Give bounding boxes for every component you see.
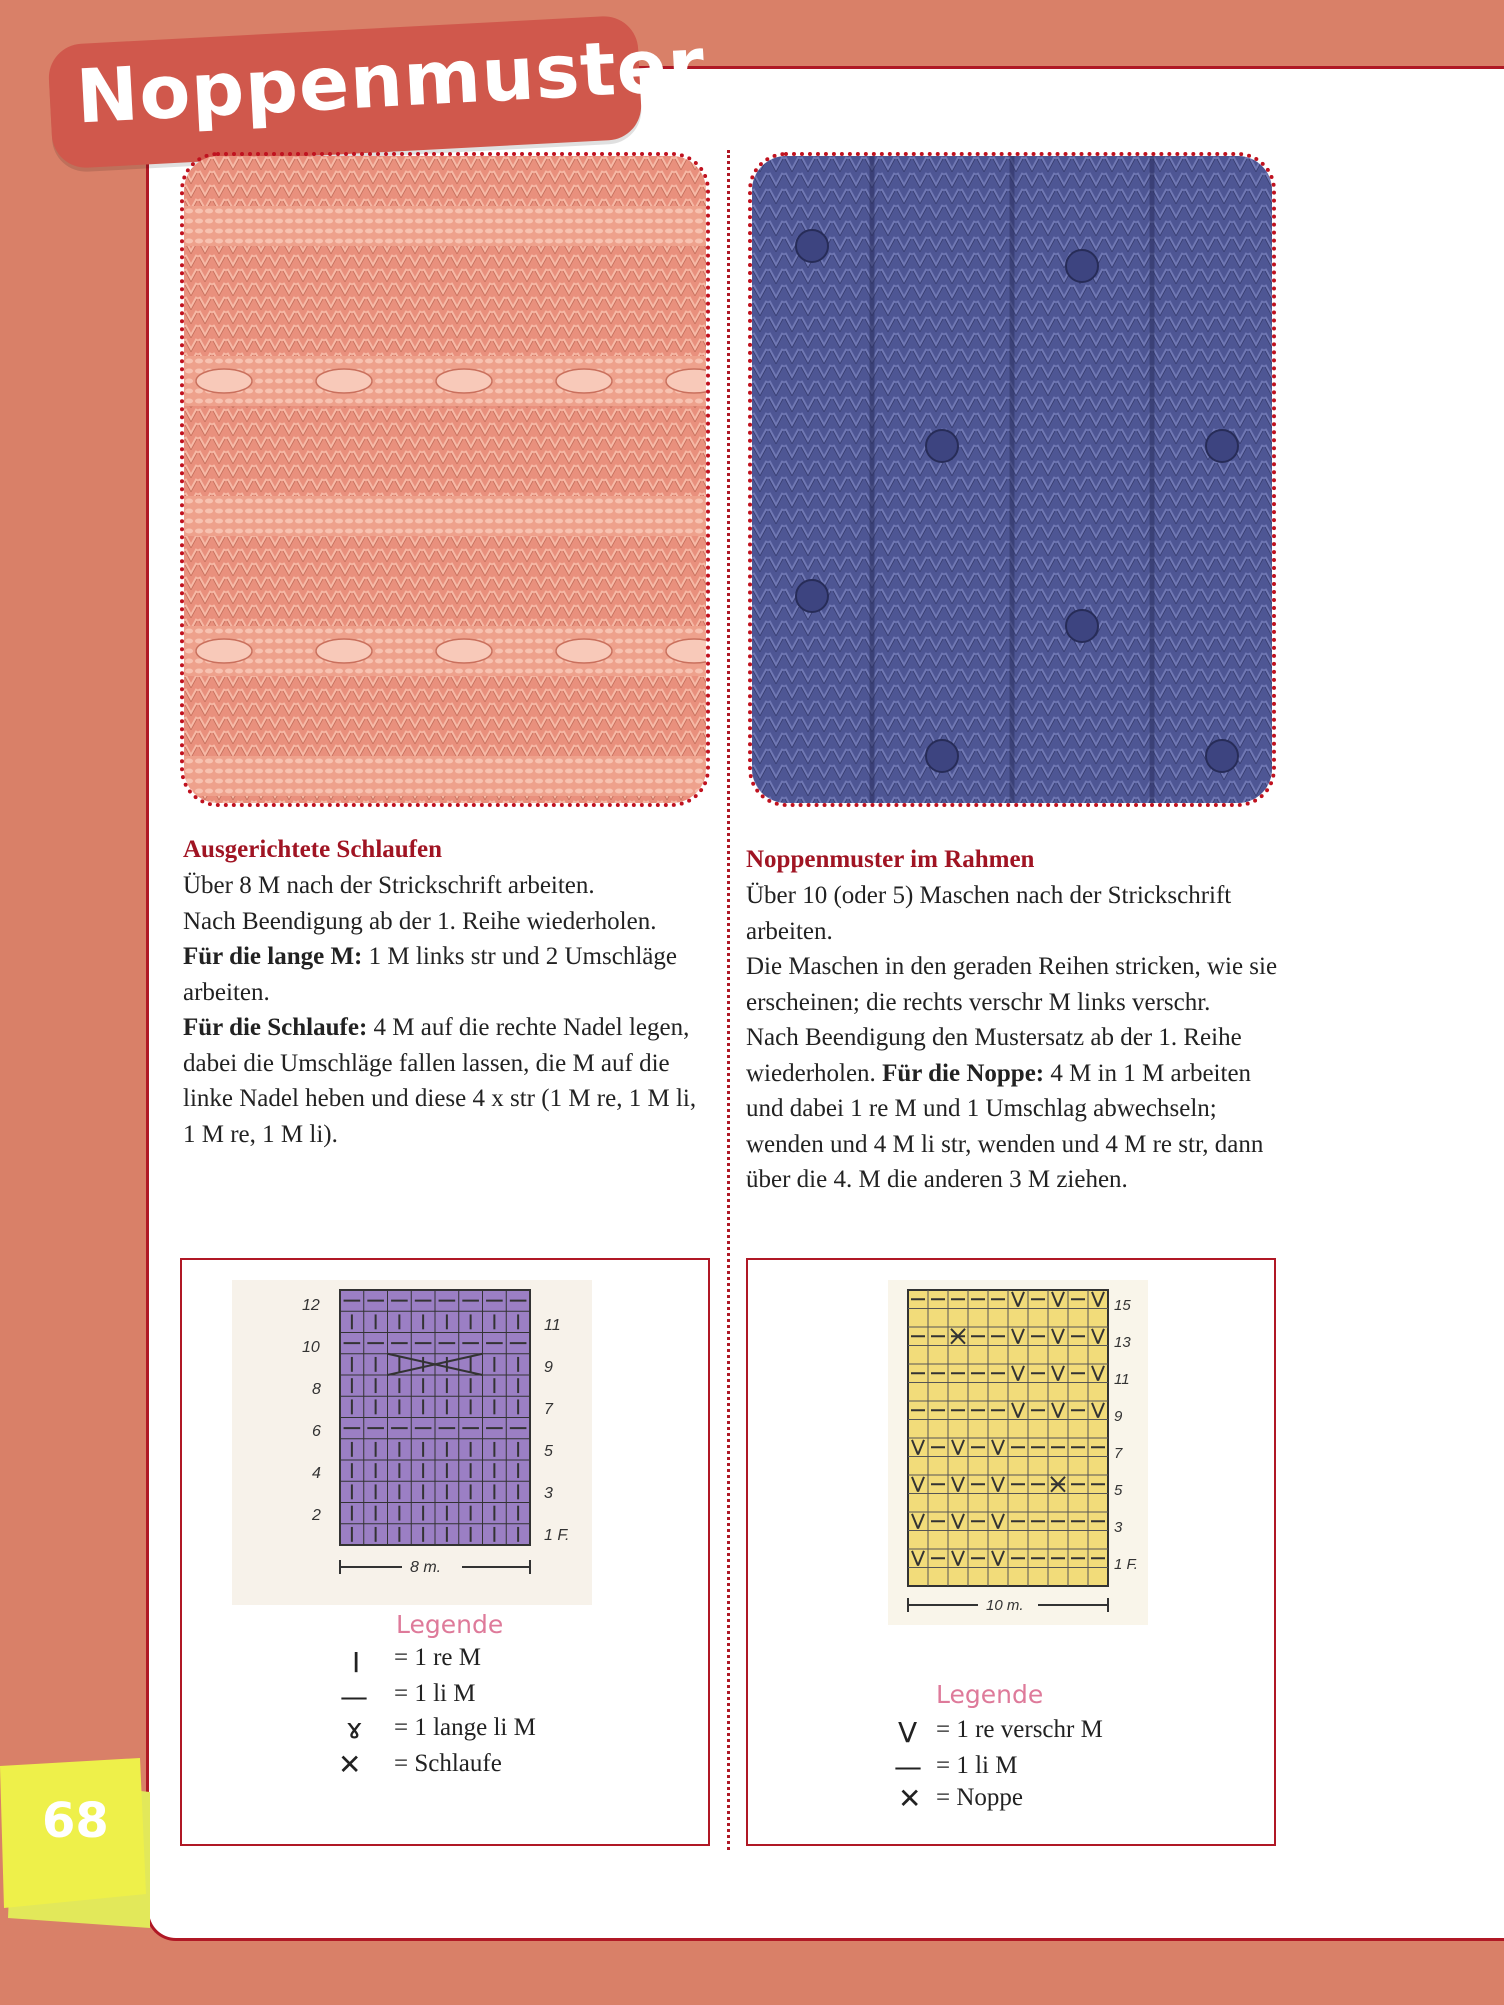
- right-bold-bobble: Für die Noppe:: [882, 1059, 1045, 1087]
- legend-item-label: = 1 li M: [394, 1680, 476, 1707]
- right-text-bobble: 4 M in 1 M arbeiten und dabei 1 re M und 1 Umschlag abwechseln; wenden und 4 M li str, wenden und 4 M re str, dann über die 4. M die anderen 3 M ziehen.: [746, 1059, 1264, 1193]
- right-line-2: Die Maschen in den geraden Reihen stricken, wie sie erscheinen; die rechts verschr M links verschr.: [746, 953, 1278, 1016]
- page-title: Noppenmuster: [74, 21, 708, 141]
- knit-stitch-icon: I: [352, 1646, 361, 1679]
- legend-item-label: = 1 re verschr M: [936, 1716, 1103, 1743]
- right-row-label: 11: [1114, 1371, 1130, 1388]
- right-row-label: 9: [1114, 1408, 1123, 1425]
- column-divider: [727, 150, 730, 1850]
- left-row-label: 10: [302, 1339, 320, 1356]
- left-row-label: 4: [312, 1465, 321, 1482]
- left-row-label: 8: [312, 1381, 321, 1398]
- loop-icon: ✕: [338, 1748, 362, 1781]
- left-text-long-stitch: 1 M links str und 2 Umschläge arbeiten.: [183, 943, 677, 1006]
- right-heading: Noppenmuster im Rahmen: [746, 846, 1035, 873]
- right-row-label: 7: [1114, 1445, 1123, 1462]
- right-row-label: 15: [1114, 1297, 1131, 1314]
- right-row-label: 1 F.: [1114, 1556, 1138, 1573]
- legend-item-label: = Noppe: [936, 1784, 1023, 1811]
- bobble-icon: ✕: [898, 1782, 922, 1815]
- knit-swatch-left: [180, 152, 710, 807]
- left-instructions: [183, 868, 703, 1152]
- chart-width-label: 8 m.: [410, 1559, 442, 1576]
- right-row-label: 5: [544, 1443, 553, 1460]
- right-row-label: 5: [1114, 1482, 1123, 1499]
- right-text-repeat: Nach Beendigung den Mustersatz ab der 1. Reihe wiederholen.: [746, 1024, 1242, 1087]
- left-heading: Ausgerichtete Schlaufen: [183, 836, 442, 863]
- left-row-label: 6: [312, 1423, 321, 1440]
- right-stitch-chart: [888, 1280, 1148, 1625]
- long-purl-stitch-icon: ɤ: [346, 1712, 363, 1745]
- legend-item-label: = Schlaufe: [394, 1750, 502, 1777]
- left-chart-box: [180, 1258, 710, 1846]
- left-line-1: Über 8 M nach der Strickschrift arbeiten.: [183, 872, 595, 899]
- purl-stitch-icon: —: [340, 1680, 368, 1713]
- legend-item-label: = 1 lange li M: [394, 1714, 536, 1741]
- right-legend-title: Legende: [936, 1680, 1044, 1709]
- left-row-label: 12: [302, 1297, 320, 1314]
- right-chart-box: [746, 1258, 1276, 1846]
- right-row-label: 13: [1114, 1334, 1131, 1351]
- legend-item-label: = 1 re M: [394, 1644, 481, 1671]
- right-row-label: 7: [544, 1401, 553, 1418]
- right-row-label: 9: [544, 1359, 553, 1376]
- left-line-2: Nach Beendigung ab der 1. Reihe wiederholen.: [183, 907, 657, 935]
- left-row-label: 2: [312, 1507, 321, 1524]
- right-row-label: 3: [1114, 1519, 1123, 1536]
- left-legend-title: Legende: [396, 1610, 504, 1639]
- right-line-1: Über 10 (oder 5) Maschen nach der Strickschrift arbeiten.: [746, 882, 1232, 945]
- page-number: 68: [42, 1793, 109, 1849]
- purl-stitch-icon: —: [894, 1750, 922, 1783]
- twisted-knit-stitch-icon: V: [898, 1716, 918, 1749]
- right-line-3: [746, 1020, 1294, 1198]
- chart-width-label: 10 m.: [986, 1597, 1024, 1614]
- left-paragraph-loop: [183, 1010, 703, 1152]
- knit-swatch-right: [748, 152, 1276, 807]
- right-row-label: 3: [544, 1485, 553, 1502]
- left-text-loop: 4 M auf die rechte Nadel legen, dabei die Umschläge fallen lassen, die M auf die linke Nadel heben und diese 4 x str (1 M re, 1 M li, 1 M re, 1 M li).: [183, 1014, 697, 1148]
- left-bold-long-stitch: Für die lange M:: [183, 943, 363, 970]
- right-instructions: [746, 878, 1294, 1198]
- left-paragraph-long-stitch: [183, 939, 703, 1010]
- right-row-label: 1 F.: [544, 1527, 570, 1544]
- left-bold-loop: Für die Schlaufe:: [183, 1014, 368, 1041]
- left-stitch-chart: [232, 1280, 592, 1605]
- legend-item-label: = 1 li M: [936, 1752, 1018, 1779]
- right-row-label: 11: [544, 1317, 561, 1334]
